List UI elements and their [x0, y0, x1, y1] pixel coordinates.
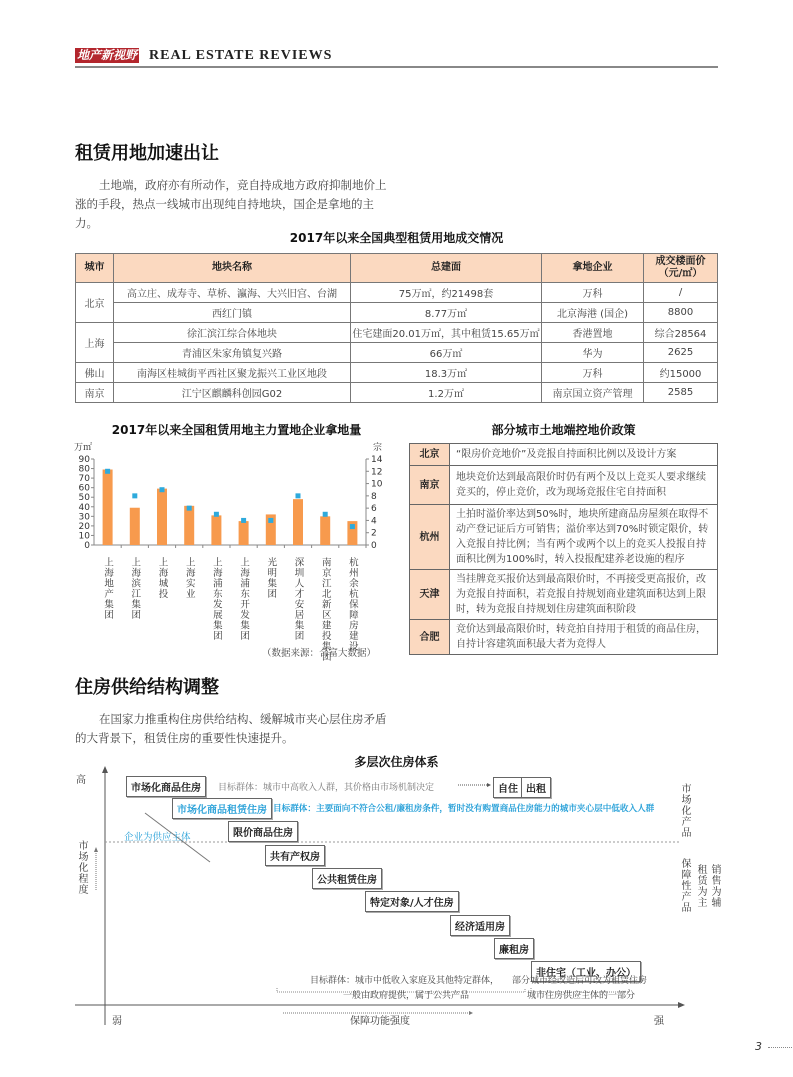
cell: 南海区桂城街平西社区聚龙振兴工业区地段: [114, 363, 351, 383]
cell: 2585: [644, 383, 718, 403]
x-tick-label: 上海浦东发展集团: [210, 557, 222, 641]
paragraph: 在国家力推重构住房供给结构、缓解城市夹心层住房矛盾的大背景下，租赁住房的重要性快速提升。: [75, 712, 387, 745]
cell: 万科: [542, 363, 644, 383]
cell: 1.2万㎡: [351, 383, 542, 403]
col-header: 城市: [76, 254, 114, 283]
low-rent-box: 廉租房: [494, 938, 534, 959]
section-title: 租赁用地加速出让: [75, 143, 219, 164]
x-tick-label: 深圳人才安居集团: [292, 557, 304, 641]
cell: 华为: [542, 343, 644, 363]
cell: 南京国立资产管理: [542, 383, 644, 403]
convert-text: 部分城市经改造后可改为租赁住房: [512, 976, 648, 986]
cell: 8.77万㎡: [351, 303, 542, 323]
axis-high-label: 高: [76, 775, 86, 786]
page-number: 3: [755, 1040, 762, 1053]
y2-tick-label: 0: [371, 541, 377, 551]
y2-tick-label: 2: [371, 528, 377, 539]
x-tick-label: 光明集团: [265, 557, 277, 599]
non-residential-box: 非住宅（工业、办公）: [531, 961, 641, 982]
limited-price-box: 限价商品住房: [228, 821, 298, 842]
city-cell: 佛山: [76, 363, 114, 383]
x-tick-label: 上海地产集团: [102, 557, 114, 620]
axis-strong-label: 强: [654, 1016, 664, 1027]
rental-target-text: 目标群体：主要面向不符合公租/廉租房条件，暂时没有购置商品住房能力的城市夹心层中低收入人群: [273, 804, 655, 814]
target-low-text: 目标群体：城市中低收入家庭及其他特定群体，: [310, 976, 500, 986]
y2-tick-label: 12: [371, 467, 383, 478]
y-tick-label: 80: [78, 464, 90, 475]
col-header: 总建面: [351, 254, 542, 283]
x-axis-label: 保障功能强度: [350, 1016, 410, 1027]
cell: 青浦区朱家角镇复兴路: [114, 343, 351, 363]
col-header: 拿地企业: [542, 254, 644, 283]
policy-text: “限房价竞地价”及竞报自持面积比例以及设计方案: [450, 444, 718, 466]
cell: 高立庄、成寿寺、草桥、瀛海、大兴旧宫、台湖: [114, 283, 351, 303]
x-tick-label: 上海城投: [156, 557, 168, 599]
chart-title: 2017年以来全国租赁用地主力置地企业拿地量: [111, 423, 362, 437]
y2-tick-label: 14: [371, 455, 383, 465]
city-cell: 南京: [410, 466, 450, 505]
market-target-text: 目标群体：城市中高收入人群，其价格由市场机制决定: [218, 783, 435, 793]
city-cell: 北京: [410, 444, 450, 466]
convert-text: 城市住房供应主体的一部分: [527, 991, 636, 1001]
city-cell: 上海: [76, 323, 114, 363]
y-tick-label: 50: [78, 493, 90, 504]
policy-text: 地块竞价达到最高限价时仍有两个及以上竞买人要求继续竞买的，停止竞价，改为现场竞报住宅自持面积: [450, 466, 718, 505]
cell: 8800: [644, 303, 718, 323]
y2-tick-label: 10: [371, 479, 383, 490]
cell: 2625: [644, 343, 718, 363]
cell: 约15000: [644, 363, 718, 383]
table-title: 2017年以来全国典型租赁用地成交情况: [289, 231, 504, 245]
y-tick-label: 10: [78, 531, 90, 542]
policy-text: 当挂牌竞买报价达到最高限价时，不再接受更高报价，改为竞报自持面积，若竞报自持规划商业建筑面积达到上限时，转为竞报自持规划住房建筑面积阶段: [450, 570, 718, 620]
market-housing-box: 市场化商品住房: [126, 776, 206, 797]
cell: 北京海港 (国企): [542, 303, 644, 323]
x-tick-label: 上海实业: [183, 557, 195, 599]
chart-source: （数据来源：合富大数据）: [262, 648, 377, 659]
y2-axis-label: 宗: [373, 443, 383, 453]
y-axis-label: 万㎡: [74, 443, 93, 453]
y-tick-label: 60: [78, 483, 90, 494]
col-header: 地块名称: [114, 254, 351, 283]
cell: 西红门镇: [114, 303, 351, 323]
paragraph: 土地端，政府亦有所动作，竞自持成地方政府抑制地价上涨的手段，热点一线城市出现纯自持地块，国企是拿地的主力。: [75, 178, 387, 230]
city-cell: 天津: [410, 570, 450, 620]
x-tick-label: 南京江北新区建投集团: [319, 557, 331, 662]
cell: 综合28564: [644, 323, 718, 343]
city-cell: 合肥: [410, 620, 450, 655]
city-cell: 杭州: [410, 505, 450, 570]
y-tick-label: 30: [78, 512, 90, 523]
guarantee-product-label: 保障性产品: [679, 858, 690, 913]
market-product-label: 市场化产品: [679, 783, 690, 838]
cell: 万科: [542, 283, 644, 303]
rental-main-label: 租赁为主: [695, 864, 706, 908]
policy-title: 部分城市土地端控地价政策: [491, 423, 636, 437]
cell: 18.3万㎡: [351, 363, 542, 383]
cell: 住宅建面20.01万㎡，其中租赁15.65万㎡: [351, 323, 542, 343]
x-tick-label: 上海浦东开发集团: [238, 557, 250, 641]
shared-ownership-box: 共有产权房: [265, 845, 325, 866]
self-use-box: 自住: [493, 777, 523, 798]
cell: 徐汇滨江综合体地块: [114, 323, 351, 343]
y-tick-label: 90: [78, 455, 90, 465]
magazine-name: REAL ESTATE REVIEWS: [149, 48, 333, 63]
y-tick-label: 70: [78, 474, 90, 485]
policy-text: 土拍时溢价率达到50%时，地块所建商品房屋须在取得不动产登记证后方可销售；溢价率达到70%时锁定限价，转入竞报自持比例；当有两个或两个以上的竞买人投报自持面积比例为100%时，转入投报配建养老设施的程序: [450, 505, 718, 570]
cell: 江宁区麒麟科创园G02: [114, 383, 351, 403]
city-cell: 北京: [76, 283, 114, 323]
axis-weak-label: 弱: [112, 1016, 122, 1027]
enterprise-supplier-text: 企业为供应主体: [124, 832, 191, 843]
y-tick-label: 20: [78, 521, 90, 532]
x-tick-label: 上海滨江集团: [129, 557, 141, 620]
diagram-title: 多层次住房体系: [354, 755, 439, 769]
sale-aux-label: 销售为辅: [709, 864, 720, 908]
cell: /: [644, 283, 718, 303]
target-low-text: 一般由政府提供，属于公共产品: [343, 991, 470, 1001]
y-tick-label: 40: [78, 502, 90, 513]
magazine-logo: 地产新视野: [77, 48, 138, 62]
footer-rule: [768, 1047, 793, 1048]
col-header: 成交楼面价（元/㎡）: [644, 254, 718, 283]
y-axis-label: 市场化程度: [76, 840, 87, 895]
x-tick-label: 杭州余杭保障房建设: [346, 557, 358, 652]
section-title: 住房供给结构调整: [75, 677, 219, 698]
affordable-housing-box: 经济适用房: [450, 915, 510, 936]
rent-box: 出租: [521, 777, 551, 798]
cell: 66万㎡: [351, 343, 542, 363]
cell: 75万㎡，约21498套: [351, 283, 542, 303]
y2-tick-label: 8: [371, 491, 377, 502]
policy-text: 竞价达到最高限价时，转竞拍自持用于租赁的商品住房，自持计容建筑面积最大者为竞得人: [450, 620, 718, 655]
public-rental-box: 公共租赁住房: [312, 868, 382, 889]
cell: 香港置地: [542, 323, 644, 343]
market-rental-box: 市场化商品租赁住房: [172, 798, 272, 819]
y2-tick-label: 6: [371, 504, 377, 515]
y-tick-label: 0: [84, 541, 90, 551]
y2-tick-label: 4: [371, 516, 377, 527]
city-cell: 南京: [76, 383, 114, 403]
talent-housing-box: 特定对象/人才住房: [365, 891, 459, 912]
